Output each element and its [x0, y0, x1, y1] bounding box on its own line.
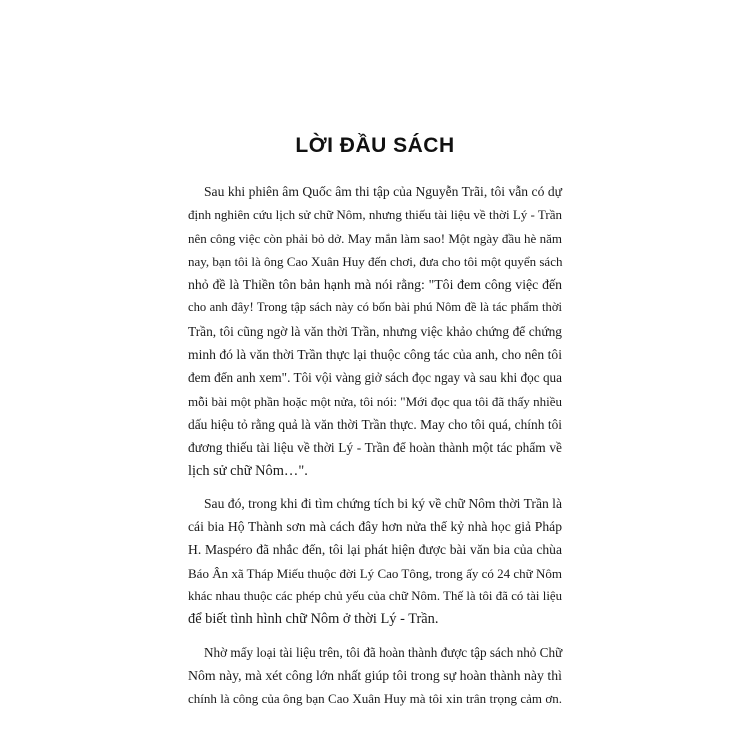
text-line: cho anh đây! Trong tập sách này có bốn bài phú Nôm đề là tác phẩm thời: [188, 300, 562, 315]
text-line: định nghiên cứu lịch sử chữ Nôm, nhưng thiếu tài liệu về thời Lý - Trần: [188, 207, 562, 223]
text-line: Sau khi phiên âm Quốc âm thi tập của Nguyễn Trãi, tôi vẫn có dự: [204, 184, 562, 199]
text-line: đem đến anh xem". Tôi vội vàng giở sách đọc ngay và sau khi đọc qua: [188, 370, 562, 386]
text-line: chính là công của ông bạn Cao Xuân Huy mà tôi xin trân trọng cảm ơn.: [188, 691, 562, 707]
paragraph-2: [188, 492, 562, 632]
preface-body: [188, 180, 562, 720]
text-line: nhỏ đề là Thiền tôn bản hạnh mà nói rằng: "Tôi đem công việc đến: [188, 277, 562, 293]
page-title: LỜI ĐẦU SÁCH: [295, 134, 455, 157]
text-line: minh đó là văn thời Trần thực lại thuộc công tác của anh, cho nên tôi: [188, 347, 562, 363]
text-line: Nôm này, mà xét công lớn nhất giúp tôi trong sự hoàn thành này thì: [188, 667, 562, 683]
text-line: dấu hiệu tỏ rằng quả là văn thời Trần thực. May cho tôi quá, chính tôi: [188, 416, 562, 432]
text-line: H. Maspéro đã nhắc đến, tôi lại phát hiện được bài văn bia của chùa: [188, 542, 562, 558]
text-line: Sau đó, trong khi đi tìm chứng tích bi ký về chữ Nôm thời Trần là: [204, 495, 562, 511]
paragraph-3: [188, 641, 562, 711]
text-line: Nhờ mấy loại tài liệu trên, tôi đã hoàn thành được tập sách nhỏ Chữ: [204, 644, 563, 660]
text-line: nên công việc còn phải bỏ dở. May mắn làm sao! Một ngày đầu hè năm: [188, 230, 562, 246]
paragraph-1: [188, 180, 562, 483]
text-line: khác nhau thuộc các phép chủ yếu của chữ Nôm. Thế là tôi đã có tài liệu: [188, 589, 562, 604]
text-line: Báo Ân xã Tháp Miếu thuộc đời Lý Cao Tông, trong ấy có 24 chữ Nôm: [188, 565, 562, 581]
text-line: mỗi bài một phần hoặc một nửa, tôi nói: "Mới đọc qua tôi đã thấy nhiều: [188, 393, 562, 409]
text-line: cái bia Hộ Thành sơn mà cách đây hơn nửa thế kỷ nhà học giả Pháp: [188, 519, 562, 535]
text-line: để biết tình hình chữ Nôm ở thời Lý - Trần.: [188, 611, 439, 628]
text-line: đương thiếu tài liệu về thời Lý - Trần để hoàn thành một tác phẩm về: [188, 440, 562, 456]
text-line: lịch sử chữ Nôm…".: [188, 462, 308, 479]
text-line: Trần, tôi cũng ngờ là văn thời Trần, nhưng việc khảo chứng để chứng: [188, 323, 562, 339]
text-line: nay, bạn tôi là ông Cao Xuân Huy đến chơi, đưa cho tôi một quyển sách: [188, 253, 563, 269]
